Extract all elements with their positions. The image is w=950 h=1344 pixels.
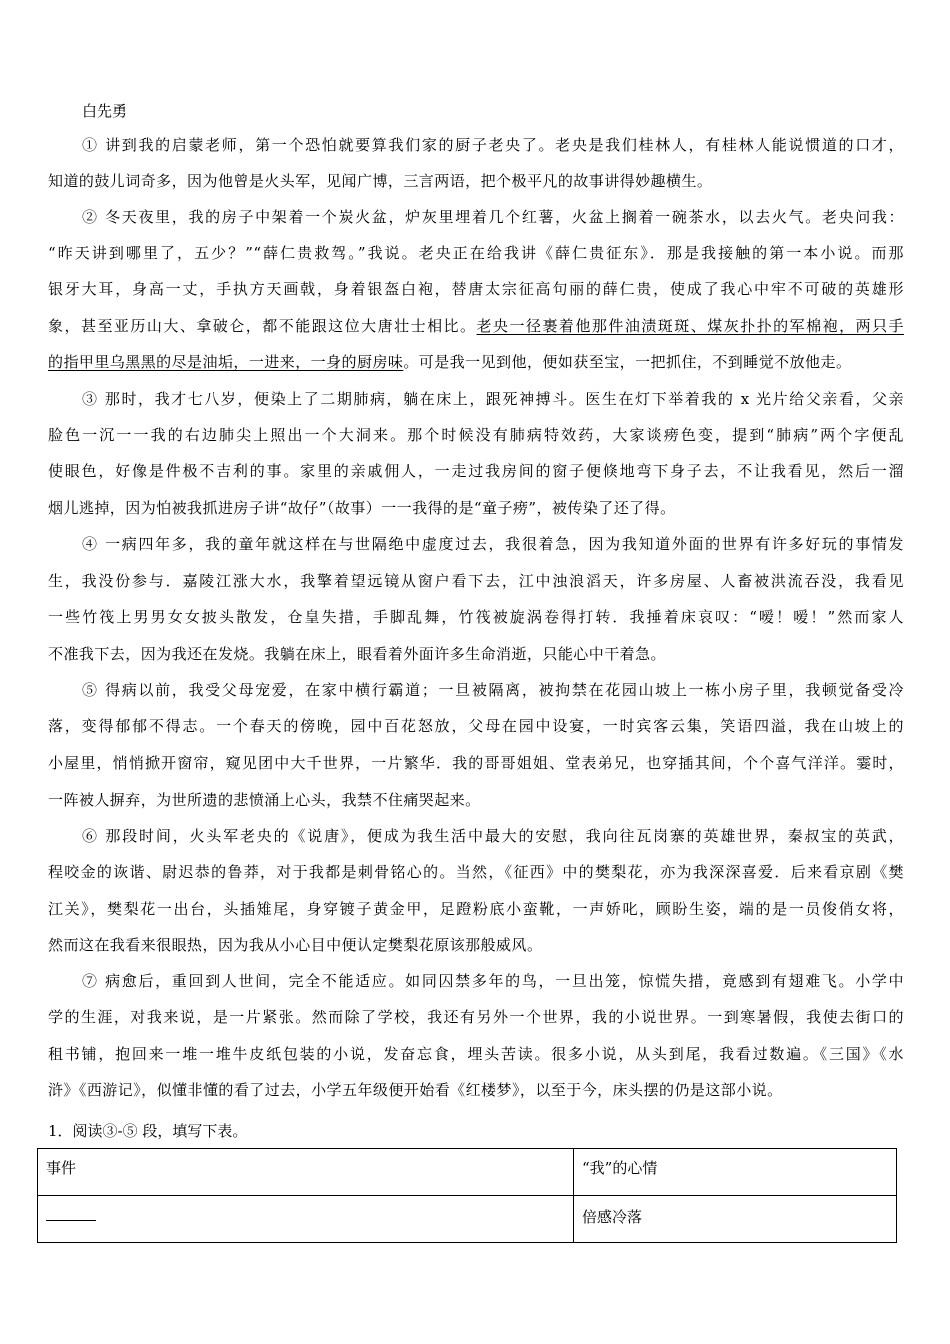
text-line: ④ 一病四年多，我的童年就这样在与世隔绝中虚度过去，我很着急，因为我知道外面的世界有许多好玩的事情发 xyxy=(82,535,904,553)
mood-cell: 倍感冷落 xyxy=(574,1196,897,1243)
text-line: 一些竹筏上男男女女披头散发，仓皇失措，手脚乱舞，竹筏被旋涡卷得打转．我捶着床哀叹：“嗳！嗳！”然而家人 xyxy=(48,608,904,626)
text-line: 然而这在我看来很眼热，因为我从小心目中便认定樊梨花原该那般威风。 xyxy=(48,936,543,954)
author-name: 白先勇 xyxy=(82,102,128,120)
text-line: “昨天讲到哪里了，五少？”“薛仁贵救驾。”我说。老央正在给我讲《薛仁贵征东》．那是我接触的第一本小说。而那 xyxy=(48,244,904,262)
text-line: 程咬金的诙谐、尉迟恭的鲁莽，对于我都是刺骨铭心的。当然，《征西》中的樊梨花，亦为我深深喜爱．后来看京剧《樊 xyxy=(48,863,904,881)
header-event: 事件 xyxy=(38,1149,574,1196)
text-line: ② 冬天夜里，我的房子中架着一个炭火盆，炉灰里埋着几个红薯，火盆上搁着一碗茶水，以去火气。老央问我： xyxy=(82,208,904,226)
underlined-passage: 的指甲里乌黑黑的尽是油垢，一进来，一身的厨房味 xyxy=(48,353,404,371)
text-line: 知道的鼓儿词奇多，因为他曾是火头军，见闻广博，三言两语，把个极平凡的故事讲得妙趣横生。 xyxy=(48,172,713,190)
text-line: 生，我没份参与．嘉陵江涨大水，我擎着望远镜从窗户看下去，江中浊浪滔天，许多房屋、人畜被洪流吞没，我看见 xyxy=(48,572,904,590)
event-answer-blank[interactable] xyxy=(38,1196,574,1243)
text-line: 一阵被人摒弃，为世所遗的悲愤涌上心头，我禁不住痛哭起来。 xyxy=(48,791,481,809)
text-line: ⑥ 那段时间，火头军老央的《说唐》，便成为我生活中最大的安慰，我向往瓦岗寨的英雄世界，秦叔宝的英武， xyxy=(82,827,904,845)
header-mood: “我”的心情 xyxy=(574,1149,897,1196)
text-line: 脸色一沉一一我的右边肺尖上照出一个大洞来。那个时候没有肺病特效药，大家谈痨色变，提到“肺病”两个字便乱 xyxy=(48,426,904,444)
text-segment: 象，甚至亚历山大、拿破仑，都不能跟这位大唐壮士相比。 xyxy=(48,317,477,335)
text-line: 学的生涯，对我来说，是一片紧张。然而除了学校，我还有另外一个世界，我的小说世界。一到寒暑假，我使去街口的 xyxy=(48,1008,904,1026)
text-line: 落，变得郁郁不得志。一个春天的傍晚，园中百花怒放，父母在园中设宴，一时宾客云集，笑语四溢，我在山坡上的 xyxy=(48,717,904,735)
text-line: 浒》《西游记》，似懂非懂的看了过去，小学五年级便开始看《红楼梦》，以至于今，床头摆的仍是这部小说。 xyxy=(48,1081,783,1099)
text-line: ⑤ 得病以前，我受父母宠爱，在家中横行霸道；一旦被隔离，被拘禁在花园山坡上一栋小房子里，我顿觉备受冷 xyxy=(82,681,904,699)
text-line: ⑦ 病愈后，重回到人世间，完全不能适应。如同囚禁多年的鸟，一旦出笼，惊慌失措，竟感到有翅难飞。小学中 xyxy=(82,972,904,990)
text-segment: 。可是我一见到他，便如获至宝，一把抓住，不到睡觉不放他走。 xyxy=(403,353,852,371)
text-line: 烟儿逃掉，因为怕被我抓进房子讲“故仔”（故事）一一我得的是“童子痨”，被传染了还了得。 xyxy=(48,499,676,517)
text-line: 江关》，樊梨花一出台，头插雉尾，身穿镀子黄金甲，足蹬粉底小蛮靴，一声娇叱，顾盼生姿，端的是一员俊俏女将， xyxy=(48,900,904,918)
text-line: ③ 那时，我才七八岁，便染上了二期肺病，躺在床上，跟死神搏斗。医生在灯下举着我的 x 光片给父亲看，父亲 xyxy=(82,390,904,408)
text-line xyxy=(48,351,904,373)
text-line: 使眼色，好像是件极不吉利的事。家里的亲戚佣人，一走过我房间的窗子便倏地弯下身子去，不让我看见，然后一溜 xyxy=(48,462,904,480)
text-line xyxy=(48,315,904,337)
text-line: 小屋里，悄悄掀开窗帘，窥见团中大千世界，一片繁华．我的哥哥姐姐、堂表弟兄，也穿插其间，个个喜气洋洋。霎时， xyxy=(48,754,904,772)
blank-line[interactable] xyxy=(46,1206,96,1221)
text-line: 不准我下去，因为我还在发烧。我躺在床上，眼看着外面许多生命消逝，只能心中干着急。 xyxy=(48,645,667,663)
text-line: ① 讲到我的启蒙老师，第一个恐怕就要算我们家的厨子老央了。老央是我们桂林人，有桂林人能说惯道的口才， xyxy=(82,136,904,154)
text-line: 银牙大耳，身高一丈，手执方天画戟，身着银盔白袍，替唐太宗征高句丽的薛仁贵，使成了我心中牢不可破的英雄形 xyxy=(48,280,904,298)
underlined-passage: 老央一径裹着他那件油渍斑斑、煤灰扑扑的军棉袍，两只手 xyxy=(476,317,904,335)
text-line: 租书铺，抱回来一堆一堆牛皮纸包装的小说，发奋忘食，埋头苦读。很多小说，从头到尾，我看过数遍。《三国》《水 xyxy=(48,1045,904,1063)
answer-table xyxy=(37,1148,897,1243)
question-prompt: 1．阅读③-⑤ 段，填写下表。 xyxy=(48,1122,248,1140)
